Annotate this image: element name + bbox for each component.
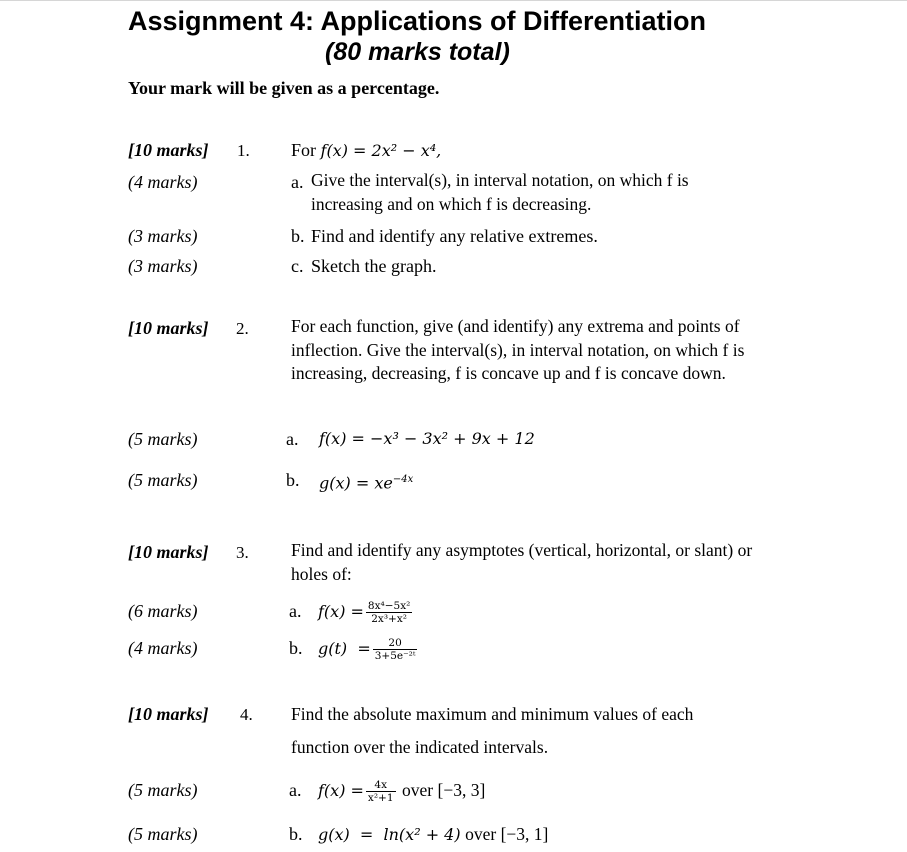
question-4a-expression: f(x) = $\frac{4x}{\text{x²+1}}$ over [−3, 3] <box>318 779 486 805</box>
question-1a-label: a. <box>291 172 304 192</box>
question-2b-marks: (5 marks) <box>128 470 198 490</box>
question-2b-label: b. <box>286 470 300 490</box>
question-4b-expression: g(x) = ln(x² + 4) over [−3, 1] <box>318 824 549 844</box>
page-title: Assignment 4: Applications of Differentiation <box>128 6 707 36</box>
question-3a-expression: f(x) = $\frac{\text{8x⁴−5x²}}{\text{2x³+x²}}$ <box>318 600 411 626</box>
question-1-marks: [10 marks] <box>128 140 209 160</box>
question-1a-text: Give the interval(s), in interval notation, on which f is increasing and on which f is decreasing. <box>311 170 689 214</box>
question-4b-label: b. <box>289 824 303 844</box>
question-4b-marks: (5 marks) <box>128 824 198 844</box>
question-4a-fraction: $\frac{4x}{\text{x²+1}}$ <box>367 779 394 805</box>
question-1c-marks: (3 marks) <box>128 256 198 276</box>
question-3-number: 3. <box>236 543 249 562</box>
question-1c-label: c. <box>291 256 304 276</box>
question-1-number: 1. <box>237 141 250 160</box>
question-2-marks: [10 marks] <box>128 318 209 338</box>
intro-text: Your mark will be given as a percentage. <box>128 78 440 98</box>
question-2-stem: For each function, give (and identify) any extrema and points of inflection. Give the interval(s), in interval notation, on which f is increasing, decreasing, f is concave up and f is concave down. <box>291 316 745 383</box>
question-1b-text: Find and identify any relative extremes. <box>311 226 598 246</box>
question-2b-math: $g(x) = xe^{-4x}$ <box>319 473 414 493</box>
question-1a-marks: (4 marks) <box>128 172 198 192</box>
question-3a-fraction: $\frac{\text{8x⁴−5x²}}{\text{2x³+x²}}$ <box>367 600 411 626</box>
question-3a-label: a. <box>289 601 302 621</box>
question-4a-marks: (5 marks) <box>128 780 198 800</box>
page-subtitle: (80 marks total) <box>325 38 510 66</box>
question-3b-expression: g(t) = $\frac{20}{\text{3+5e⁻²ᵗ}}$ <box>318 637 416 663</box>
question-4-stem-line-1: Find the absolute maximum and minimum values of each <box>291 704 694 724</box>
question-4a-interval: over [−3, 3] <box>402 780 486 800</box>
question-4a-label: a. <box>289 780 302 800</box>
question-4-number: 4. <box>240 705 253 724</box>
question-1c-text: Sketch the graph. <box>311 256 437 276</box>
question-4-marks: [10 marks] <box>128 704 209 724</box>
question-1b-marks: (3 marks) <box>128 226 198 246</box>
question-3a-marks: (6 marks) <box>128 601 198 621</box>
question-3-marks: [10 marks] <box>128 542 209 562</box>
question-3b-label: b. <box>289 638 303 658</box>
question-2a-marks: (5 marks) <box>128 429 198 449</box>
question-3b-marks: (4 marks) <box>128 638 198 658</box>
question-2a-label: a. <box>286 429 299 449</box>
question-2-number: 2. <box>236 319 249 338</box>
question-2b-exponent: −4x <box>392 474 414 485</box>
question-1b-label: b. <box>291 226 305 246</box>
question-3b-fraction: $\frac{20}{\text{3+5e⁻²ᵗ}}$ <box>374 637 416 663</box>
question-4b-interval: over [−3, 1] <box>465 824 549 844</box>
question-3-stem: Find and identify any asymptotes (vertical, horizontal, or slant) or holes of: <box>291 540 753 584</box>
question-1-stem: For f(x) = 2x² − x⁴, <box>291 140 442 160</box>
page-top-border <box>0 0 907 1</box>
question-2a-math: f(x) = −x³ − 3x² + 9x + 12 <box>319 429 535 448</box>
question-4-stem-line-2: function over the indicated intervals. <box>291 737 549 757</box>
